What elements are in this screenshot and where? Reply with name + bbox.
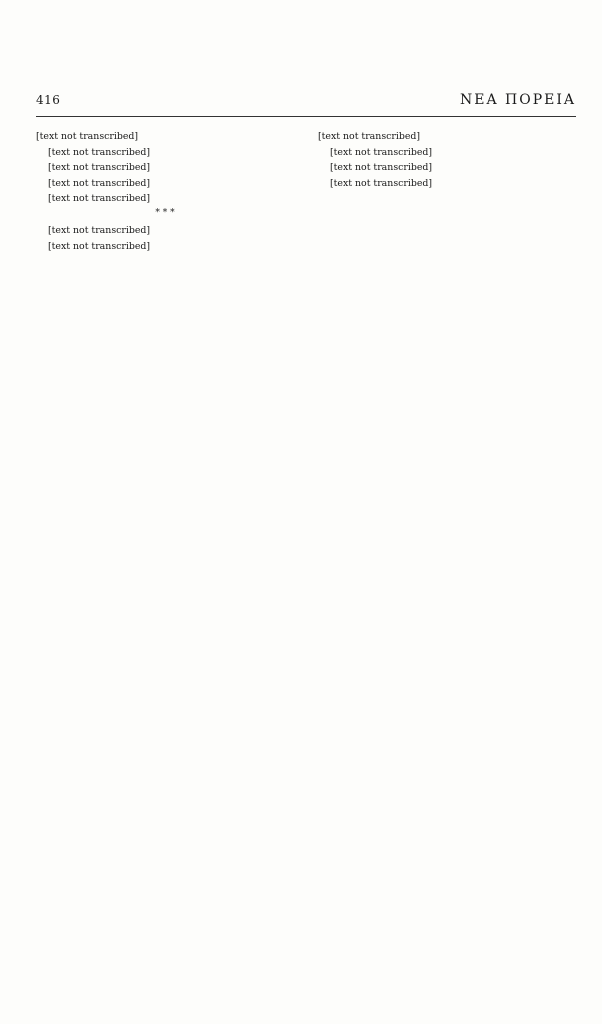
running-header [36, 92, 576, 108]
paragraph: [text not transcribed] [330, 162, 433, 174]
paragraph: [text not transcribed] [48, 193, 151, 205]
journal-title: ΝΕΑ ΠΟΡΕΙΑ [460, 92, 576, 108]
page-number: 416 [36, 93, 61, 107]
text-columns [36, 130, 576, 1002]
section-separator: * * * [155, 207, 175, 218]
paragraph: [text not transcribed] [48, 224, 151, 236]
paragraph: [text not transcribed] [48, 146, 151, 158]
paragraph: [text not transcribed] [48, 240, 151, 252]
paragraph: [text not transcribed] [48, 162, 151, 174]
paragraph: [text not transcribed] [318, 131, 421, 142]
paragraph: [text not transcribed] [48, 177, 151, 189]
column-left [36, 130, 294, 1002]
paragraph: [text not transcribed] [330, 146, 433, 158]
paragraph: [text not transcribed] [330, 177, 433, 189]
paragraph: [text not transcribed] [36, 131, 139, 142]
column-right [318, 130, 576, 1002]
header-rule [36, 116, 576, 117]
